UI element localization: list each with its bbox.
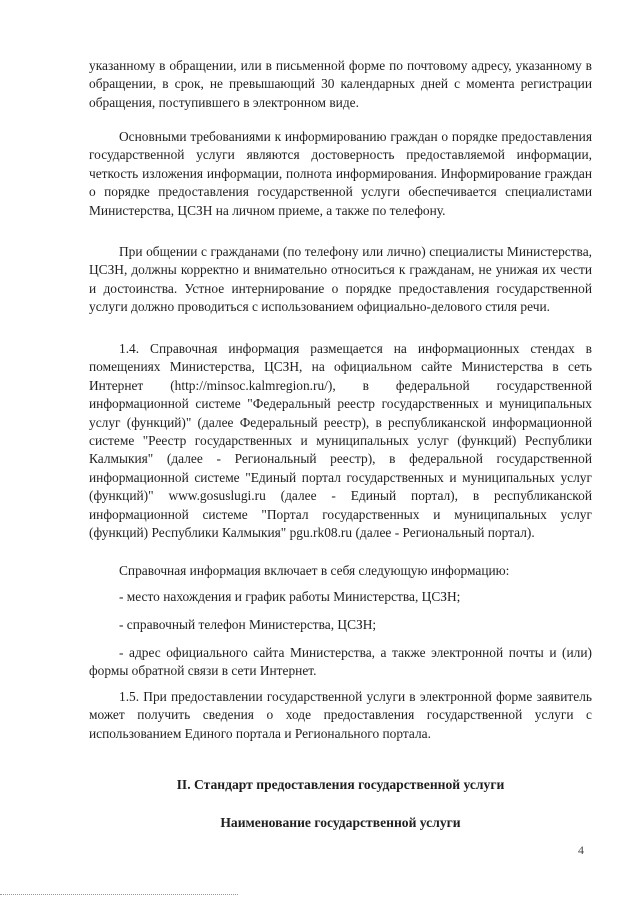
subsection-heading: Наименование государственной услуги bbox=[220, 815, 461, 830]
scan-edge-line bbox=[0, 894, 238, 895]
page-number: 4 bbox=[578, 843, 584, 857]
section-heading: II. Стандарт предоставления государственной услуги bbox=[176, 777, 505, 792]
paragraph-reference-info-intro: Справочная информация включает в себя следующую информацию: bbox=[119, 563, 510, 578]
paragraph-communication-rules: При общении с гражданами (по телефону или лично) специалисты Министерства, ЦСЗН, должны корректно и внимательно относиться к гражданам, не унижая их чести и достоинства. Устное интернирование о порядке предоставления государственной услуги должно проводиться с использованием официально-делового стиля речи. bbox=[89, 244, 592, 315]
paragraph-section-1-5: 1.5. При предоставлении государственной услуги в электронной форме заявитель может получить сведения о ходе предоставления государственной услуги с использованием Единого портала и Регионального портала. bbox=[89, 689, 592, 741]
list-item-location: - место нахождения и график работы Министерства, ЦСЗН; bbox=[119, 589, 461, 604]
list-item-phone: - справочный телефон Министерства, ЦСЗН; bbox=[119, 617, 377, 632]
paragraph-information-requirements: Основными требованиями к информированию граждан о порядке предоставления государственной услуги являются достоверность предоставляемой информации, четкость изложения информации, полнота информирования. Информирование граждан о порядке предоставления государственной услуги обеспечивается специалистами Министерства, ЦСЗН на личном приеме, а также по телефону. bbox=[89, 129, 592, 218]
paragraph-continuation: указанному в обращении, или в письменной форме по почтовому адресу, указанному в обращении, в срок, не превышающий 30 календарных дней с момента регистрации обращения, поступившего в электронном виде. bbox=[89, 58, 592, 110]
list-item-website: - адрес официального сайта Министерства, а также электронной почты и (или) формы обратной связи в сети Интернет. bbox=[89, 645, 592, 679]
paragraph-section-1-4: 1.4. Справочная информация размещается на информационных стендах в помещениях Министерства, ЦСЗН, на официальном сайте Министерства в сеть Интернет (http://minsoc.kalmregion.ru/), в федеральной государственной информационной системе "Федеральный реестр государственных и муниципальных услуг (функций)" (далее Федеральный реестр), в республиканской информационной системе "Реестр государственных и муниципальных услуг (функций) Республики Калмыкия" (далее - Региональный реестр), в федеральной государственной информационной системе "Единый портал государственных и муниципальных услуг (функций)" www.gosuslugi.ru (далее - Единый портал), в республиканской информационной системе "Портал государственных и муниципальных услуг (функций) Республики Калмыкия" pgu.rk08.ru (далее - Региональный портал). bbox=[89, 341, 592, 541]
